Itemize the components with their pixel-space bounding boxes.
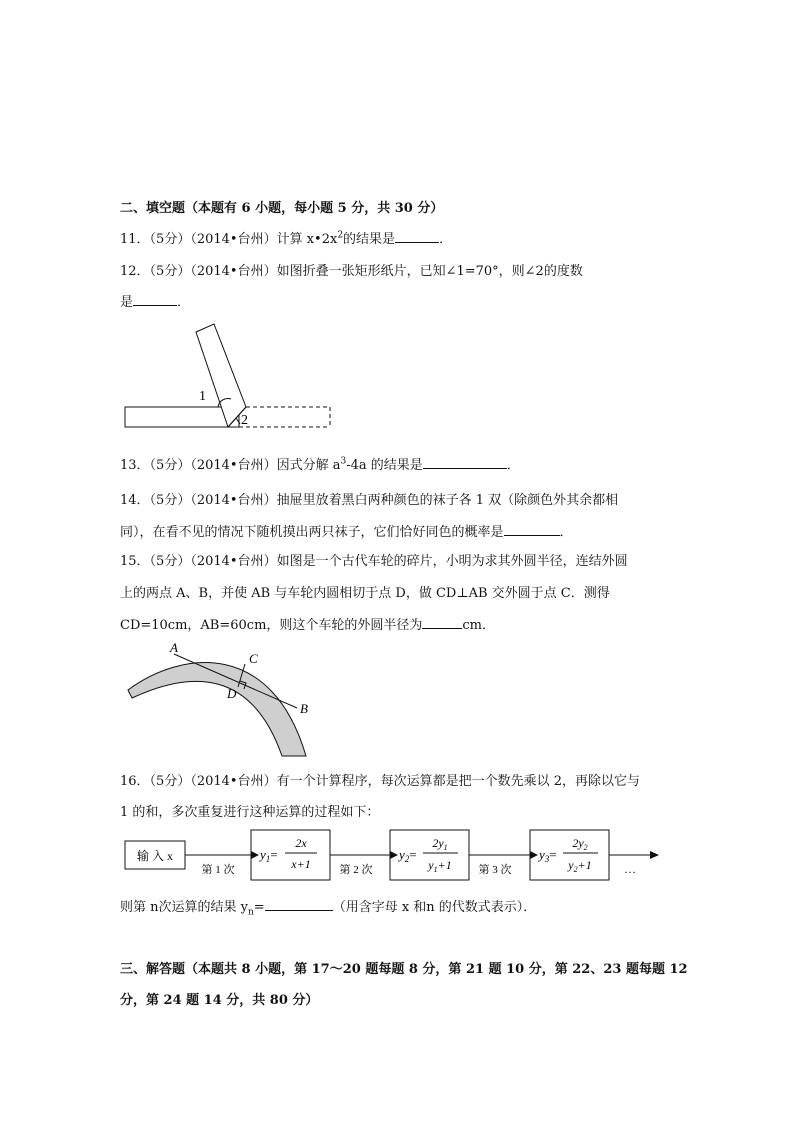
answer-blank (422, 617, 462, 629)
q16-result-sub: n (247, 907, 254, 918)
ellipsis: … (624, 862, 636, 876)
point-d-label: D (227, 686, 237, 701)
question-12-line2 (120, 291, 190, 310)
answer-blank (265, 899, 333, 911)
question-14-line1: 14．（5分）（2014•台州）抽屉里放着黑白两种颜色的袜子各 1 双（除颜色外其余都相 (120, 493, 619, 508)
q11-exponent: 2 (337, 230, 344, 241)
arrowhead-4 (650, 851, 659, 859)
arrowhead-2 (390, 851, 398, 859)
y1-denominator: x+1 (291, 857, 311, 871)
step-2-label: 第 2 次 (339, 864, 373, 876)
question-16-result (120, 896, 536, 918)
y3-formula: $y_3=$ (539, 847, 557, 864)
arrowhead-1 (251, 851, 259, 859)
q12-end: ． (177, 295, 191, 310)
q14-prefix: 同），在看不见的情况下随机摸出两只袜子，它们恰好同色的概率是 (120, 525, 504, 540)
answer-blank (504, 524, 560, 536)
q11-prefix: 11．（5分）（2014•台州）计算 x•2x (120, 232, 338, 247)
question-15-line1: 15．（5分）（2014•台州）如图是一个古代车轮的碎片，小明为求其外圆半径，连结外圆 (120, 554, 628, 569)
point-c-label: C (249, 651, 258, 666)
arrowhead-3 (530, 851, 538, 859)
angle-1-label: 1 (199, 389, 206, 404)
y2-formula: $y_2=$ (399, 847, 417, 864)
q13-prefix: 13．（5分）（2014•台州）因式分解 a (120, 458, 341, 473)
folded-paper-figure (118, 320, 338, 432)
y3-numerator: $2y_2$ (572, 836, 588, 852)
y3-denominator: $y_2+1$ (568, 858, 592, 874)
q16-result-suffix: （用含字母 x 和n 的代数式表示）． (332, 900, 537, 915)
answer-blank (133, 294, 177, 306)
q11-suffix: 的结果是 (343, 232, 396, 247)
answer-blank (423, 457, 507, 469)
point-a-label: A (170, 640, 178, 655)
point-b-label: B (300, 701, 308, 716)
question-11 (120, 228, 452, 247)
section-heading: 二、填空题（本题有 6 小题，每小题 5 分，共 30 分） (120, 201, 444, 216)
q13-exponent: 3 (340, 456, 347, 467)
question-13 (120, 454, 520, 473)
step-1-label: 第 1 次 (201, 864, 235, 876)
question-14-line2 (120, 521, 573, 540)
folded-strip (196, 324, 246, 427)
wheel-ring (128, 663, 306, 756)
y2-numerator: $2y_1$ (432, 836, 448, 852)
q14-end: ． (559, 525, 573, 540)
q13-end: ． (506, 458, 520, 473)
step-3-label: 第 3 次 (478, 864, 512, 876)
question-15-line3 (120, 614, 495, 633)
q16-result-eq: = (253, 900, 265, 915)
q15-prefix: CD=10cm，AB=60cm，则这个车轮的外圆半径为 (120, 618, 423, 633)
input-label: 输 入 x (136, 849, 174, 863)
q15-suffix: cm． (462, 618, 496, 633)
section-3-heading-line2: 分，第 24 题 14 分，共 80 分） (120, 993, 319, 1008)
q13-middle: -4a 的结果是 (346, 458, 423, 473)
y2-denominator: $y_1+1$ (428, 858, 452, 874)
question-16-line2: 1 的和，多次重复进行这种运算的过程如下： (120, 805, 380, 820)
answer-blank (395, 231, 439, 243)
wheel-fragment-figure (122, 640, 322, 766)
y1-numerator: 2x (295, 836, 307, 850)
question-16-line1: 16．（5分）（2014•台州）有一个计算程序，每次运算都是把一个数先乘以 2，再除以它与 (120, 774, 640, 789)
flow-diagram (118, 826, 664, 888)
y1-formula: $y_1=$ (260, 847, 278, 864)
q11-end: ． (439, 232, 453, 247)
question-15-line2: 上的两点 A、B，并使 AB 与车轮内圆相切于点 D，做 CD⊥AB 交外圆于点 C．测得 (120, 586, 610, 601)
section-3-heading-line1: 三、解答题（本题共 8 小题，第 17～20 题每题 8 分，第 21 题 10 分，第 22、23 题每题 12 (120, 962, 688, 977)
q12-prefix: 是 (120, 295, 134, 310)
angle-2-label: 2 (241, 413, 248, 428)
question-12-line1: 12．（5分）（2014•台州）如图折叠一张矩形纸片，已知∠1=70°，则∠2的度数 (120, 264, 583, 279)
q16-result-prefix: 则第 n次运算的结果 y (120, 900, 248, 915)
